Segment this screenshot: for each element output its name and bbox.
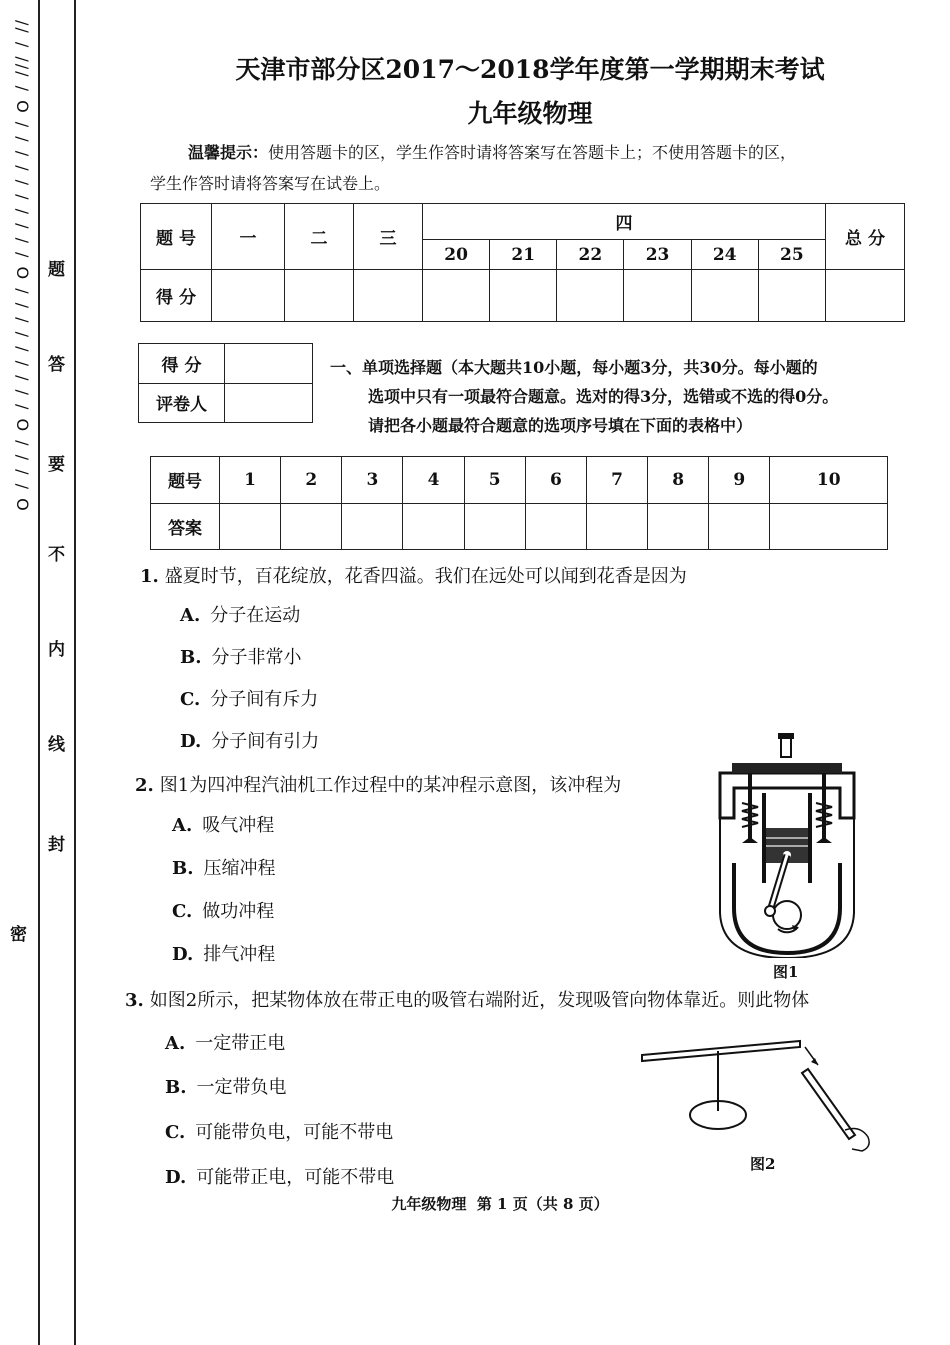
q2-option-d[interactable] xyxy=(172,940,275,966)
binding-line-outer xyxy=(38,0,40,1345)
question-1-stem xyxy=(140,562,687,588)
exam-subtitle: 九年级物理 xyxy=(467,99,593,128)
question-3-stem xyxy=(125,986,809,1012)
exam-title: 天津市部分区2017～2018学年度第一学期期末考试 xyxy=(235,55,825,84)
question-number: 1. xyxy=(140,566,159,587)
answer-cell[interactable] xyxy=(525,503,586,550)
tip-line-1 xyxy=(188,140,796,163)
score-cell[interactable] xyxy=(285,270,354,322)
grader-name-cell[interactable] xyxy=(225,383,313,423)
answer-cell[interactable] xyxy=(403,503,464,550)
score-cell[interactable] xyxy=(557,270,624,322)
tip-line-2: 学生作答时请将答案写在试卷上。 xyxy=(150,174,391,193)
score-cell[interactable] xyxy=(758,270,825,322)
score-col-header: 三 xyxy=(354,204,423,270)
score-cell[interactable] xyxy=(691,270,758,322)
option-letter: B. xyxy=(165,1077,187,1098)
grader-score-label: 得 分 xyxy=(139,344,225,384)
option-text: 分子在运动 xyxy=(210,605,301,626)
option-text: 分子非常小 xyxy=(211,647,302,668)
option-text: 分子间有斥力 xyxy=(210,689,319,710)
answer-num: 1 xyxy=(220,457,281,504)
question-text: 如图2所示，把某物体放在带正电的吸管右端附近，发现吸管向物体靠近。则此物体 xyxy=(149,990,810,1011)
score-cell[interactable] xyxy=(490,270,557,322)
question-text: 图1为四冲程汽油机工作过程中的某冲程示意图，该冲程为 xyxy=(159,775,622,796)
score-cell[interactable] xyxy=(624,270,691,322)
answer-num: 9 xyxy=(709,457,770,504)
q1-option-a[interactable] xyxy=(180,601,300,627)
total-header: 总 分 xyxy=(826,204,905,270)
option-letter: C. xyxy=(180,689,201,710)
option-letter: D. xyxy=(180,731,202,752)
answer-row-label: 题号 xyxy=(151,457,220,504)
option-letter: D. xyxy=(165,1167,187,1188)
sub-col-header: 23 xyxy=(624,240,691,270)
answer-cell[interactable] xyxy=(464,503,525,550)
option-letter: A. xyxy=(180,605,201,626)
answer-num: 3 xyxy=(342,457,403,504)
answer-cell[interactable] xyxy=(709,503,770,550)
answer-num: 5 xyxy=(464,457,525,504)
question-text: 盛夏时节，百花绽放，花香四溢。我们在远处可以闻到花香是因为 xyxy=(164,566,687,587)
binding-line-inner xyxy=(74,0,76,1345)
answer-num: 8 xyxy=(648,457,709,504)
binding-char: 不 xyxy=(48,545,65,565)
option-text: 一定带正电 xyxy=(195,1033,286,1054)
section1-line3: 请把各小题最符合题意的选项序号填在下面的表格中） xyxy=(368,416,753,435)
binding-char: 密 xyxy=(10,925,27,945)
q2-option-a[interactable] xyxy=(172,811,274,837)
answer-row-label: 答案 xyxy=(151,503,220,550)
answer-cell[interactable] xyxy=(281,503,342,550)
answer-num: 4 xyxy=(403,457,464,504)
q2-option-c[interactable] xyxy=(172,897,274,923)
section1-heading: 一、单项选择题（本大题共10小题，每小题3分，共30分。每小题的 xyxy=(330,358,818,377)
sub-col-header: 24 xyxy=(691,240,758,270)
option-letter: A. xyxy=(165,1033,186,1054)
answer-num: 2 xyxy=(281,457,342,504)
binding-margin xyxy=(0,0,80,1345)
option-text: 一定带负电 xyxy=(196,1077,287,1098)
grader-name-label: 评卷人 xyxy=(139,383,225,423)
binding-marks: // / /// / O / / / / / / / / / / O / / / / / / / / / O / / / / O xyxy=(13,20,32,513)
score-cell[interactable] xyxy=(826,270,905,322)
answer-table xyxy=(150,456,888,550)
tip-text-1: 使用答题卡的区，学生作答时请将答案写在答题卡上；不使用答题卡的区， xyxy=(268,143,797,162)
straw-diagram xyxy=(630,1025,880,1155)
q1-option-b[interactable] xyxy=(180,643,301,669)
binding-char: 答 xyxy=(48,355,65,375)
answer-cell[interactable] xyxy=(586,503,647,550)
answer-num: 7 xyxy=(586,457,647,504)
q1-option-c[interactable] xyxy=(180,685,318,711)
option-letter: B. xyxy=(172,858,194,879)
q2-option-b[interactable] xyxy=(172,854,275,880)
engine-diagram xyxy=(712,733,862,958)
option-text: 吸气冲程 xyxy=(202,815,275,836)
tip-label: 温馨提示： xyxy=(188,143,269,162)
score-table xyxy=(140,203,905,322)
score-row-label: 题 号 xyxy=(141,204,212,270)
page-footer: 九年级物理 第 1 页（共 8 页） xyxy=(391,1195,609,1213)
option-text: 做功冲程 xyxy=(202,901,275,922)
grader-box xyxy=(138,343,313,423)
binding-char: 要 xyxy=(48,455,65,475)
sub-col-header: 25 xyxy=(758,240,825,270)
option-text: 分子间有引力 xyxy=(211,731,320,752)
option-text: 可能带负电，可能不带电 xyxy=(195,1122,394,1143)
sub-col-header: 20 xyxy=(423,240,490,270)
answer-num: 10 xyxy=(770,457,888,504)
question-number: 3. xyxy=(125,990,144,1011)
score-cell[interactable] xyxy=(212,270,285,322)
score-col-header: 二 xyxy=(285,204,354,270)
score-cell[interactable] xyxy=(354,270,423,322)
answer-cell[interactable] xyxy=(342,503,403,550)
option-letter: D. xyxy=(172,944,194,965)
binding-char: 封 xyxy=(48,835,65,855)
q3-option-d[interactable] xyxy=(165,1163,394,1189)
answer-num: 6 xyxy=(525,457,586,504)
binding-char: 内 xyxy=(48,640,65,660)
section-four-header: 四 xyxy=(423,204,826,240)
q3-option-b[interactable] xyxy=(165,1073,286,1099)
answer-cell[interactable] xyxy=(648,503,709,550)
section1-line2: 选项中只有一项最符合题意。选对的得3分，选错或不选的得0分。 xyxy=(368,387,839,406)
option-letter: C. xyxy=(172,901,193,922)
binding-char: 题 xyxy=(48,260,65,280)
score-cell[interactable] xyxy=(423,270,490,322)
option-text: 可能带正电，可能不带电 xyxy=(196,1167,395,1188)
option-text: 压缩冲程 xyxy=(203,858,276,879)
question-number: 2. xyxy=(135,775,154,796)
sub-col-header: 22 xyxy=(557,240,624,270)
binding-char: 线 xyxy=(48,735,65,755)
grader-score-cell[interactable] xyxy=(225,344,313,384)
question-2-stem xyxy=(135,771,621,797)
score-row-label: 得 分 xyxy=(141,270,212,322)
answer-cell[interactable] xyxy=(770,503,888,550)
option-letter: A. xyxy=(172,815,193,836)
option-text: 排气冲程 xyxy=(203,944,276,965)
q3-option-c[interactable] xyxy=(165,1118,393,1144)
option-letter: B. xyxy=(180,647,202,668)
q1-option-d[interactable] xyxy=(180,727,319,753)
figure-1-label: 图1 xyxy=(773,963,799,981)
q3-option-a[interactable] xyxy=(165,1029,285,1055)
figure-2-label: 图2 xyxy=(750,1155,776,1173)
option-letter: C. xyxy=(165,1122,186,1143)
sub-col-header: 21 xyxy=(490,240,557,270)
score-col-header: 一 xyxy=(212,204,285,270)
answer-cell[interactable] xyxy=(220,503,281,550)
